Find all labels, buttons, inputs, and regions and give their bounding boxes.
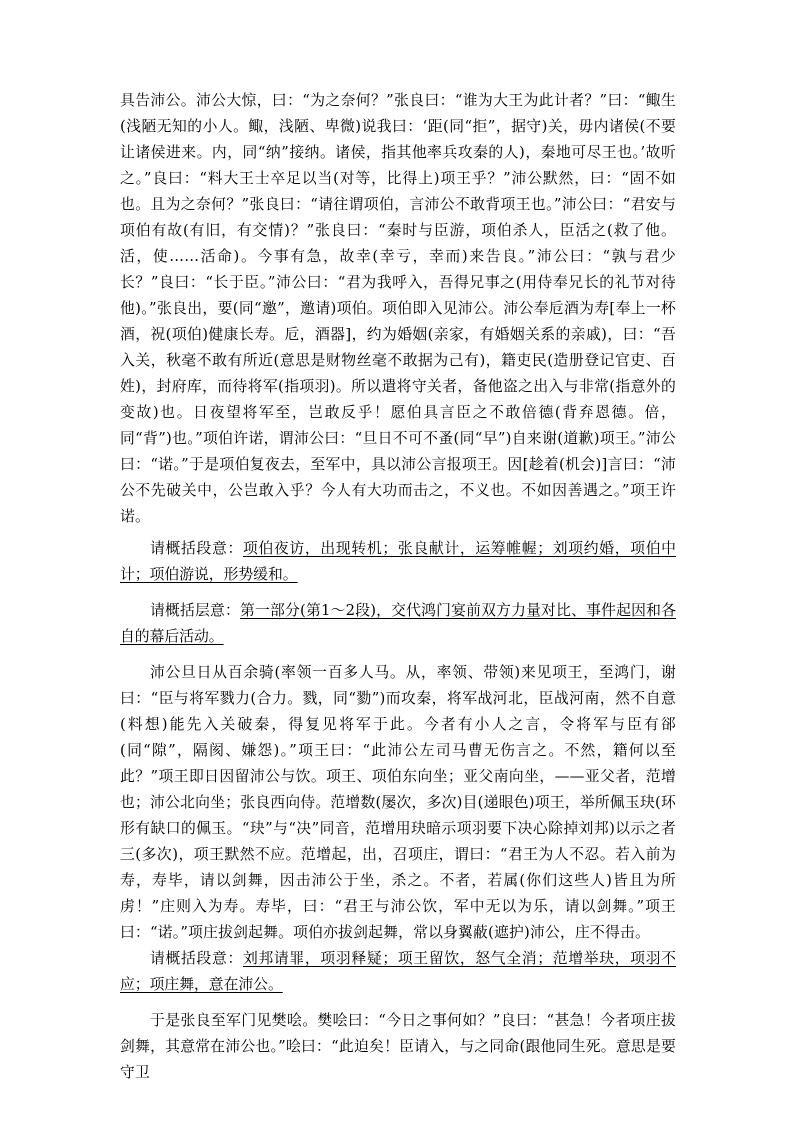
summary-question-1 — [120, 536, 676, 588]
question-prompt: 请概括层意： — [150, 602, 240, 619]
question-answer: 刘邦请罪，项羽释疑；项王留饮，怒气全消；范增举玦，项羽不应；项庄舞，意在沛公。 — [120, 950, 676, 993]
spacer — [120, 588, 676, 598]
spacer — [120, 998, 676, 1008]
question-prompt: 请概括段意： — [150, 540, 243, 557]
summary-question-3 — [120, 946, 676, 998]
spacer — [120, 650, 676, 660]
summary-question-2 — [120, 598, 676, 650]
passage-paragraph-1: 具告沛公。沛公大惊，曰：“为之奈何？”张良曰：“谁为大王为此计者？”曰：“鲰生(浅陋无知的小人。鲰，浅陋、卑微)说我曰：‘距(同“拒”，据守)关，毋内诸侯(不要让诸侯进来。内，同“纳”接纳。诸侯，指其他率兵攻秦的人)，秦地可尽王也。’故听之。”良曰：“料大王士卒足以当(对等，比得上)项王乎？”沛公默然，曰：“固不如也。且为之奈何？”张良曰：“请往谓项伯，言沛公不敢背项王也。”沛公曰：“君安与项伯有故(有旧，有交情)？”张良曰：“秦时与臣游，项伯杀人，臣活之(救了他。活，使……活命)。今事有急，故幸(幸亏，幸而)来告良。”沛公曰：“孰与君少长？”良曰：“长于臣。”沛公曰：“君为我呼入，吾得兄事之(用侍奉兄长的礼节对待他)。”张良出，要(同“邀”，邀请)项伯。项伯即入见沛公。沛公奉卮酒为寿[奉上一杯酒，祝(项伯)健康长寿。卮，酒器]，约为婚姻(亲家，有婚姻关系的亲戚)，曰：“吾入关，秋毫不敢有所近(意思是财物丝毫不敢据为己有)，籍吏民(造册登记官吏、百姓)，封府库，而待将军(指项羽)。所以遣将守关者，备他盗之出入与非常(指意外的变故)也。日夜望将军至，岂敢反乎！愿伯具言臣之不敢倍德(背弃恩德。倍，同“背”)也。”项伯许诺，谓沛公曰：“旦日不可不蚤(同“早”)自来谢(道歉)项王。”沛公曰：“诺。”于是项伯复夜去，至军中，具以沛公言报项王。因[趁着(机会)]言曰：“沛公不先破关中，公岂敢入乎？今人有大功而击之，不义也。不如因善遇之。”项王许诺。 — [120, 92, 676, 525]
question-answer: 项伯夜访，出现转机；张良献计，运筹帷幄；刘项约婚，项伯中计；项伯游说，形势缓和。 — [120, 540, 676, 583]
question-prompt: 请概括段意： — [150, 950, 243, 967]
question-answer: 第一部分(第1～2段)，交代鸿门宴前双方力量对比、事件起因和各自的幕后活动。 — [120, 602, 676, 645]
passage-paragraph-2: 沛公旦日从百余骑(率领一百多人马。从，率领、带领)来见项王，至鸿门，谢曰：“臣与将军戮力(合力。戮，同“勠”)而攻秦，将军战河北，臣战河南，然不自意(料想)能先入关破秦，得复见将军于此。今者有小人之言，令将军与臣有郤(同“隙”，隔阂、嫌怨)。”项王曰：“此沛公左司马曹无伤言之。不然，籍何以至此？”项王即日因留沛公与饮。项王、项伯东向坐；亚父南向坐，——亚父者，范增也；沛公北向坐；张良西向侍。范增数(屡次，多次)目(递眼色)项王，举所佩玉玦(环形有缺口的佩玉。“玦”与“决”同音，范增用玦暗示项羽要下决心除掉刘邦)以示之者三(多次)，项王默然不应。范增起，出，召项庄，谓曰：“君王为人不忍。若入前为寿，寿毕，请以剑舞，因击沛公于坐，杀之。不者，若属(你们这些人)皆且为所虏！”庄则入为寿。寿毕，曰：“君王与沛公饮，军中无以为乐，请以剑舞。”项王曰：“诺。”项庄拔剑起舞。项伯亦拔剑起舞，常以身翼蔽(遮护)沛公，庄不得击。 — [120, 664, 676, 941]
passage-paragraph-3: 于是张良至军门见樊哙。樊哙曰：“今日之事何如？”良曰：“甚急！今者项庄拔剑舞，其意常在沛公也。”哙曰：“此迫矣！臣请入，与之同命(跟他同生死。意思是要守卫 — [120, 1012, 676, 1081]
document-page — [120, 88, 676, 1086]
